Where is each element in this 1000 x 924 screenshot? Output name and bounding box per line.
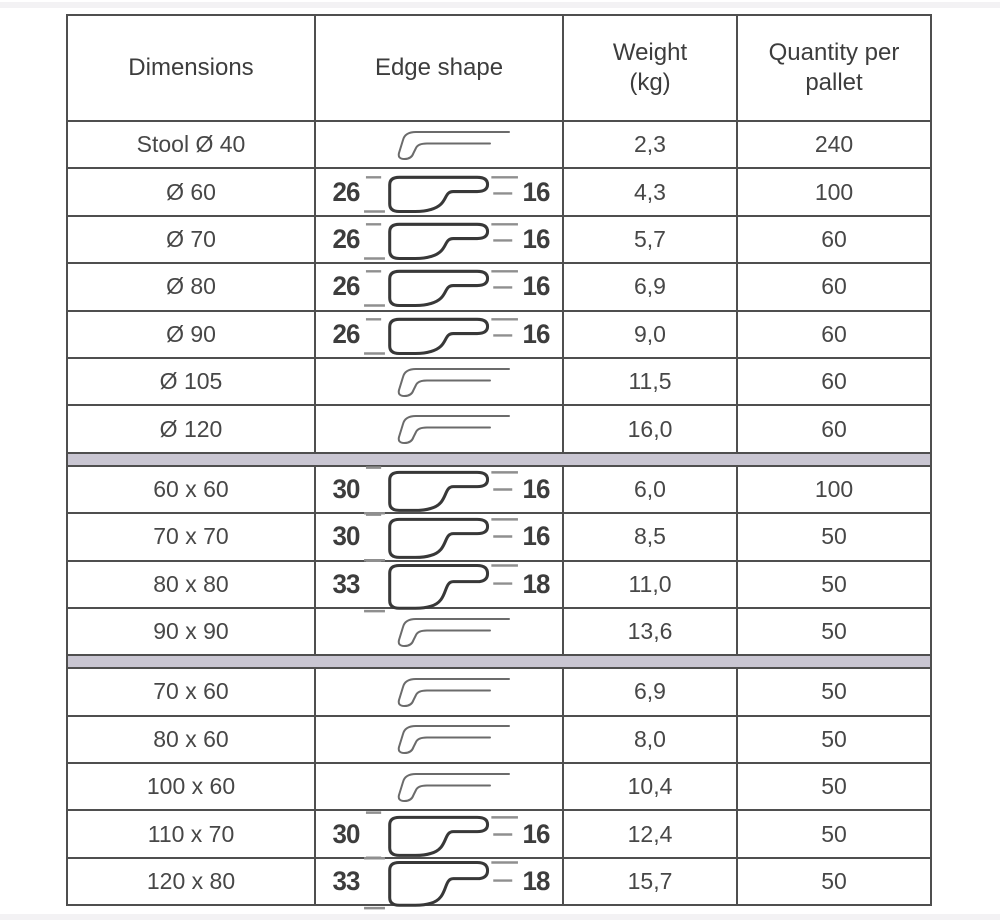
edge-shape-cell <box>314 264 562 309</box>
column-header-line: Edge shape <box>374 54 504 81</box>
column-header-line: (kg) <box>629 69 671 96</box>
table-row <box>68 357 930 404</box>
edge-thickness-label: 16 <box>522 521 550 552</box>
table-row <box>68 215 930 262</box>
table-row <box>68 167 930 214</box>
quantity-value: 60 <box>736 406 930 451</box>
weight-value: 6,9 <box>562 264 736 309</box>
table-row <box>68 607 930 654</box>
weight-value: 9,0 <box>562 312 736 357</box>
weight-value: 6,9 <box>562 669 736 714</box>
edge-shape-cell <box>314 359 562 404</box>
quantity-value: 60 <box>736 217 930 262</box>
edge-profile-icon <box>363 718 515 760</box>
weight-value: 10,4 <box>562 764 736 809</box>
weight-value: 6,0 <box>562 467 736 512</box>
table-row <box>68 465 930 512</box>
edge-profile-icon <box>363 611 515 653</box>
edge-height-label: 33 <box>332 866 360 897</box>
dimension-value: 120 x 80 <box>146 868 236 895</box>
edge-height-label: 30 <box>332 818 360 849</box>
table-row <box>68 762 930 809</box>
dimension-value: Ø 105 <box>159 368 223 395</box>
weight-value: 8,0 <box>562 717 736 762</box>
column-header-edge-shape <box>314 16 562 120</box>
quantity-value: 240 <box>736 122 930 167</box>
dimension-value: 110 x 70 <box>147 820 235 847</box>
quantity-value: 60 <box>736 312 930 357</box>
edge-profile-icon <box>363 671 515 713</box>
edge-height-label: 26 <box>332 176 360 207</box>
edge-thickness-label: 16 <box>522 318 550 349</box>
edge-thickness-label: 16 <box>522 818 550 849</box>
table-row <box>68 262 930 309</box>
edge-height-label: 26 <box>332 318 360 349</box>
quantity-value: 50 <box>736 514 930 559</box>
edge-shape-cell <box>314 609 562 654</box>
table-row <box>68 809 930 856</box>
dimension-value: 70 x 70 <box>153 523 229 550</box>
dimension-value: 60 x 60 <box>153 475 229 502</box>
quantity-value: 50 <box>736 764 930 809</box>
table-row <box>68 857 930 904</box>
quantity-value: 50 <box>736 669 930 714</box>
quantity-value: 50 <box>736 717 930 762</box>
edge-profile-dimensioned-icon <box>360 306 522 363</box>
table-row <box>68 715 930 762</box>
dimension-value: Ø 70 <box>166 225 216 252</box>
edge-shape-cell <box>314 217 562 262</box>
column-header-line: Dimensions <box>128 54 254 81</box>
dimension-value: 100 x 60 <box>146 773 236 800</box>
dimension-value: Ø 120 <box>159 415 223 442</box>
column-header-dimensions <box>68 16 314 120</box>
table-row <box>68 404 930 451</box>
weight-value: 5,7 <box>562 217 736 262</box>
weight-value: 11,5 <box>562 359 736 404</box>
edge-shape-cell <box>314 717 562 762</box>
edge-profile-icon <box>363 408 515 450</box>
weight-value: 13,6 <box>562 609 736 654</box>
edge-shape-cell <box>314 811 562 856</box>
product-spec-table <box>66 14 932 906</box>
dimension-value: Ø 80 <box>166 273 216 300</box>
edge-shape-cell <box>314 669 562 714</box>
weight-value: 4,3 <box>562 169 736 214</box>
weight-value: 12,4 <box>562 811 736 856</box>
column-header-weight <box>562 16 736 120</box>
weight-value: 11,0 <box>562 562 736 607</box>
edge-thickness-label: 16 <box>522 176 550 207</box>
quantity-value: 50 <box>736 609 930 654</box>
table-rows <box>68 120 930 904</box>
table-row <box>68 512 930 559</box>
quantity-value: 50 <box>736 811 930 856</box>
column-header-quantity <box>736 16 930 120</box>
table-row <box>68 560 930 607</box>
edge-shape-cell <box>314 467 562 512</box>
quantity-value: 60 <box>736 359 930 404</box>
dimension-value: Stool Ø 40 <box>136 131 246 158</box>
edge-profile-icon <box>363 124 515 166</box>
weight-value: 16,0 <box>562 406 736 451</box>
dimension-value: 90 x 90 <box>153 618 229 645</box>
dimension-value: 80 x 80 <box>153 570 229 597</box>
edge-thickness-label: 16 <box>522 223 550 254</box>
edge-thickness-label: 16 <box>522 473 550 504</box>
edge-shape-cell <box>314 122 562 167</box>
edge-shape-cell <box>314 169 562 214</box>
table-row <box>68 310 930 357</box>
section-divider <box>68 654 930 667</box>
column-header-line: Quantity per <box>768 39 900 66</box>
dimension-value: 80 x 60 <box>153 725 229 752</box>
edge-shape-cell <box>314 406 562 451</box>
edge-shape-cell <box>314 764 562 809</box>
edge-profile-icon <box>363 361 515 403</box>
edge-profile-dimensioned-icon <box>360 853 522 910</box>
column-header-line: pallet <box>805 69 863 96</box>
edge-height-label: 30 <box>332 521 360 552</box>
edge-shape-cell <box>314 312 562 357</box>
header-row <box>68 16 930 120</box>
edge-height-label: 33 <box>332 568 360 599</box>
column-header-line: Weight <box>612 39 688 66</box>
edge-profile-icon <box>363 766 515 808</box>
quantity-value: 60 <box>736 264 930 309</box>
edge-height-label: 30 <box>332 473 360 504</box>
quantity-value: 50 <box>736 562 930 607</box>
edge-thickness-label: 18 <box>522 866 550 897</box>
edge-shape-cell <box>314 562 562 607</box>
quantity-value: 50 <box>736 859 930 904</box>
scan-artifact-bottom <box>0 914 1000 920</box>
edge-height-label: 26 <box>332 271 360 302</box>
table-row <box>68 667 930 714</box>
weight-value: 2,3 <box>562 122 736 167</box>
edge-thickness-label: 16 <box>522 271 550 302</box>
dimension-value: Ø 90 <box>166 320 216 347</box>
edge-profile-dimensioned-icon <box>360 556 522 613</box>
table-row <box>68 120 930 167</box>
quantity-value: 100 <box>736 467 930 512</box>
weight-value: 8,5 <box>562 514 736 559</box>
quantity-value: 100 <box>736 169 930 214</box>
edge-thickness-label: 18 <box>522 568 550 599</box>
edge-height-label: 26 <box>332 223 360 254</box>
dimension-value: Ø 60 <box>166 178 216 205</box>
weight-value: 15,7 <box>562 859 736 904</box>
edge-shape-cell <box>314 514 562 559</box>
dimension-value: 70 x 60 <box>153 678 229 705</box>
edge-shape-cell <box>314 859 562 904</box>
scan-artifact-top <box>0 2 1000 8</box>
